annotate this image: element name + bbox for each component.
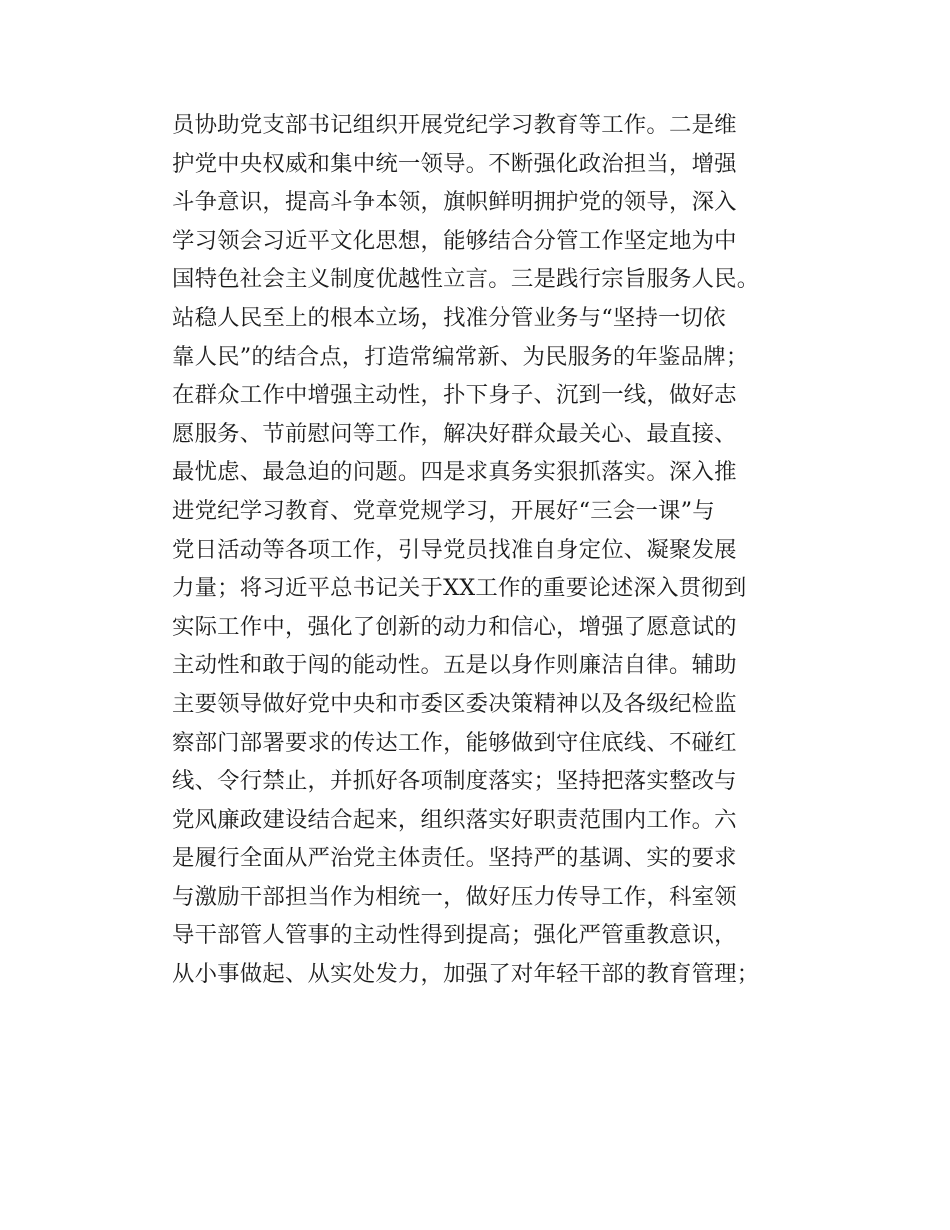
text-line: 实际工作中，强化了创新的动力和信心，增强了愿意试的 — [172, 613, 737, 640]
text-line: 力量；将习近平总书记关于XX工作的重要论述深入贯彻到 — [172, 575, 747, 602]
text-line: 党日活动等各项工作，引导党员找准自身定位、凝聚发展 — [172, 536, 737, 563]
text-line: 进党纪学习教育、党章党规学习，开展好“三会一课”与 — [172, 497, 715, 524]
text-line: 线、令行禁止，并抓好各项制度落实；坚持把落实整改与 — [172, 768, 737, 795]
text-line: 员协助党支部书记组织开展党纪学习教育等工作。二是维 — [172, 112, 737, 138]
text-line: 靠人民”的结合点，打造常编常新、为民服务的年鉴品牌； — [172, 343, 749, 370]
text-line: 主动性和敢于闯的能动性。五是以身作则廉洁自律。辅助 — [172, 652, 737, 679]
text-line: 导干部管人管事的主动性得到提高；强化严管重教意识， — [172, 922, 737, 949]
text-line: 站稳人民至上的根本立场，找准分管业务与“坚持一切依 — [172, 304, 726, 331]
text-line: 国特色社会主义制度优越性立言。三是践行宗旨服务人民。 — [172, 266, 760, 293]
text-line: 最忧虑、最急迫的问题。四是求真务实狠抓落实。深入推 — [172, 459, 737, 486]
body-text — [172, 106, 812, 994]
text-line: 主要领导做好党中央和市委区委决策精神以及各级纪检监 — [172, 690, 737, 717]
text-line: 是履行全面从严治党主体责任。坚持严的基调、实的要求 — [172, 845, 737, 872]
text-line: 与激励干部担当作为相统一，做好压力传导工作，科室领 — [172, 883, 737, 910]
text-line: 党风廉政建设结合起来，组织落实好职责范围内工作。六 — [172, 806, 737, 833]
text-line: 斗争意识，提高斗争本领，旗帜鲜明拥护党的领导，深入 — [172, 189, 737, 216]
text-line: 在群众工作中增强主动性，扑下身子、沉到一线，做好志 — [172, 382, 737, 409]
text-line: 从小事做起、从实处发力，加强了对年轻干部的教育管理； — [172, 961, 760, 988]
text-line: 察部门部署要求的传达工作，能够做到守住底线、不碰红 — [172, 729, 737, 756]
text-line: 学习领会习近平文化思想，能够结合分管工作坚定地为中 — [172, 227, 737, 254]
text-line: 护党中央权威和集中统一领导。不断强化政治担当，增强 — [172, 150, 737, 177]
text-line: 愿服务、节前慰问等工作，解决好群众最关心、最直接、 — [172, 420, 737, 447]
